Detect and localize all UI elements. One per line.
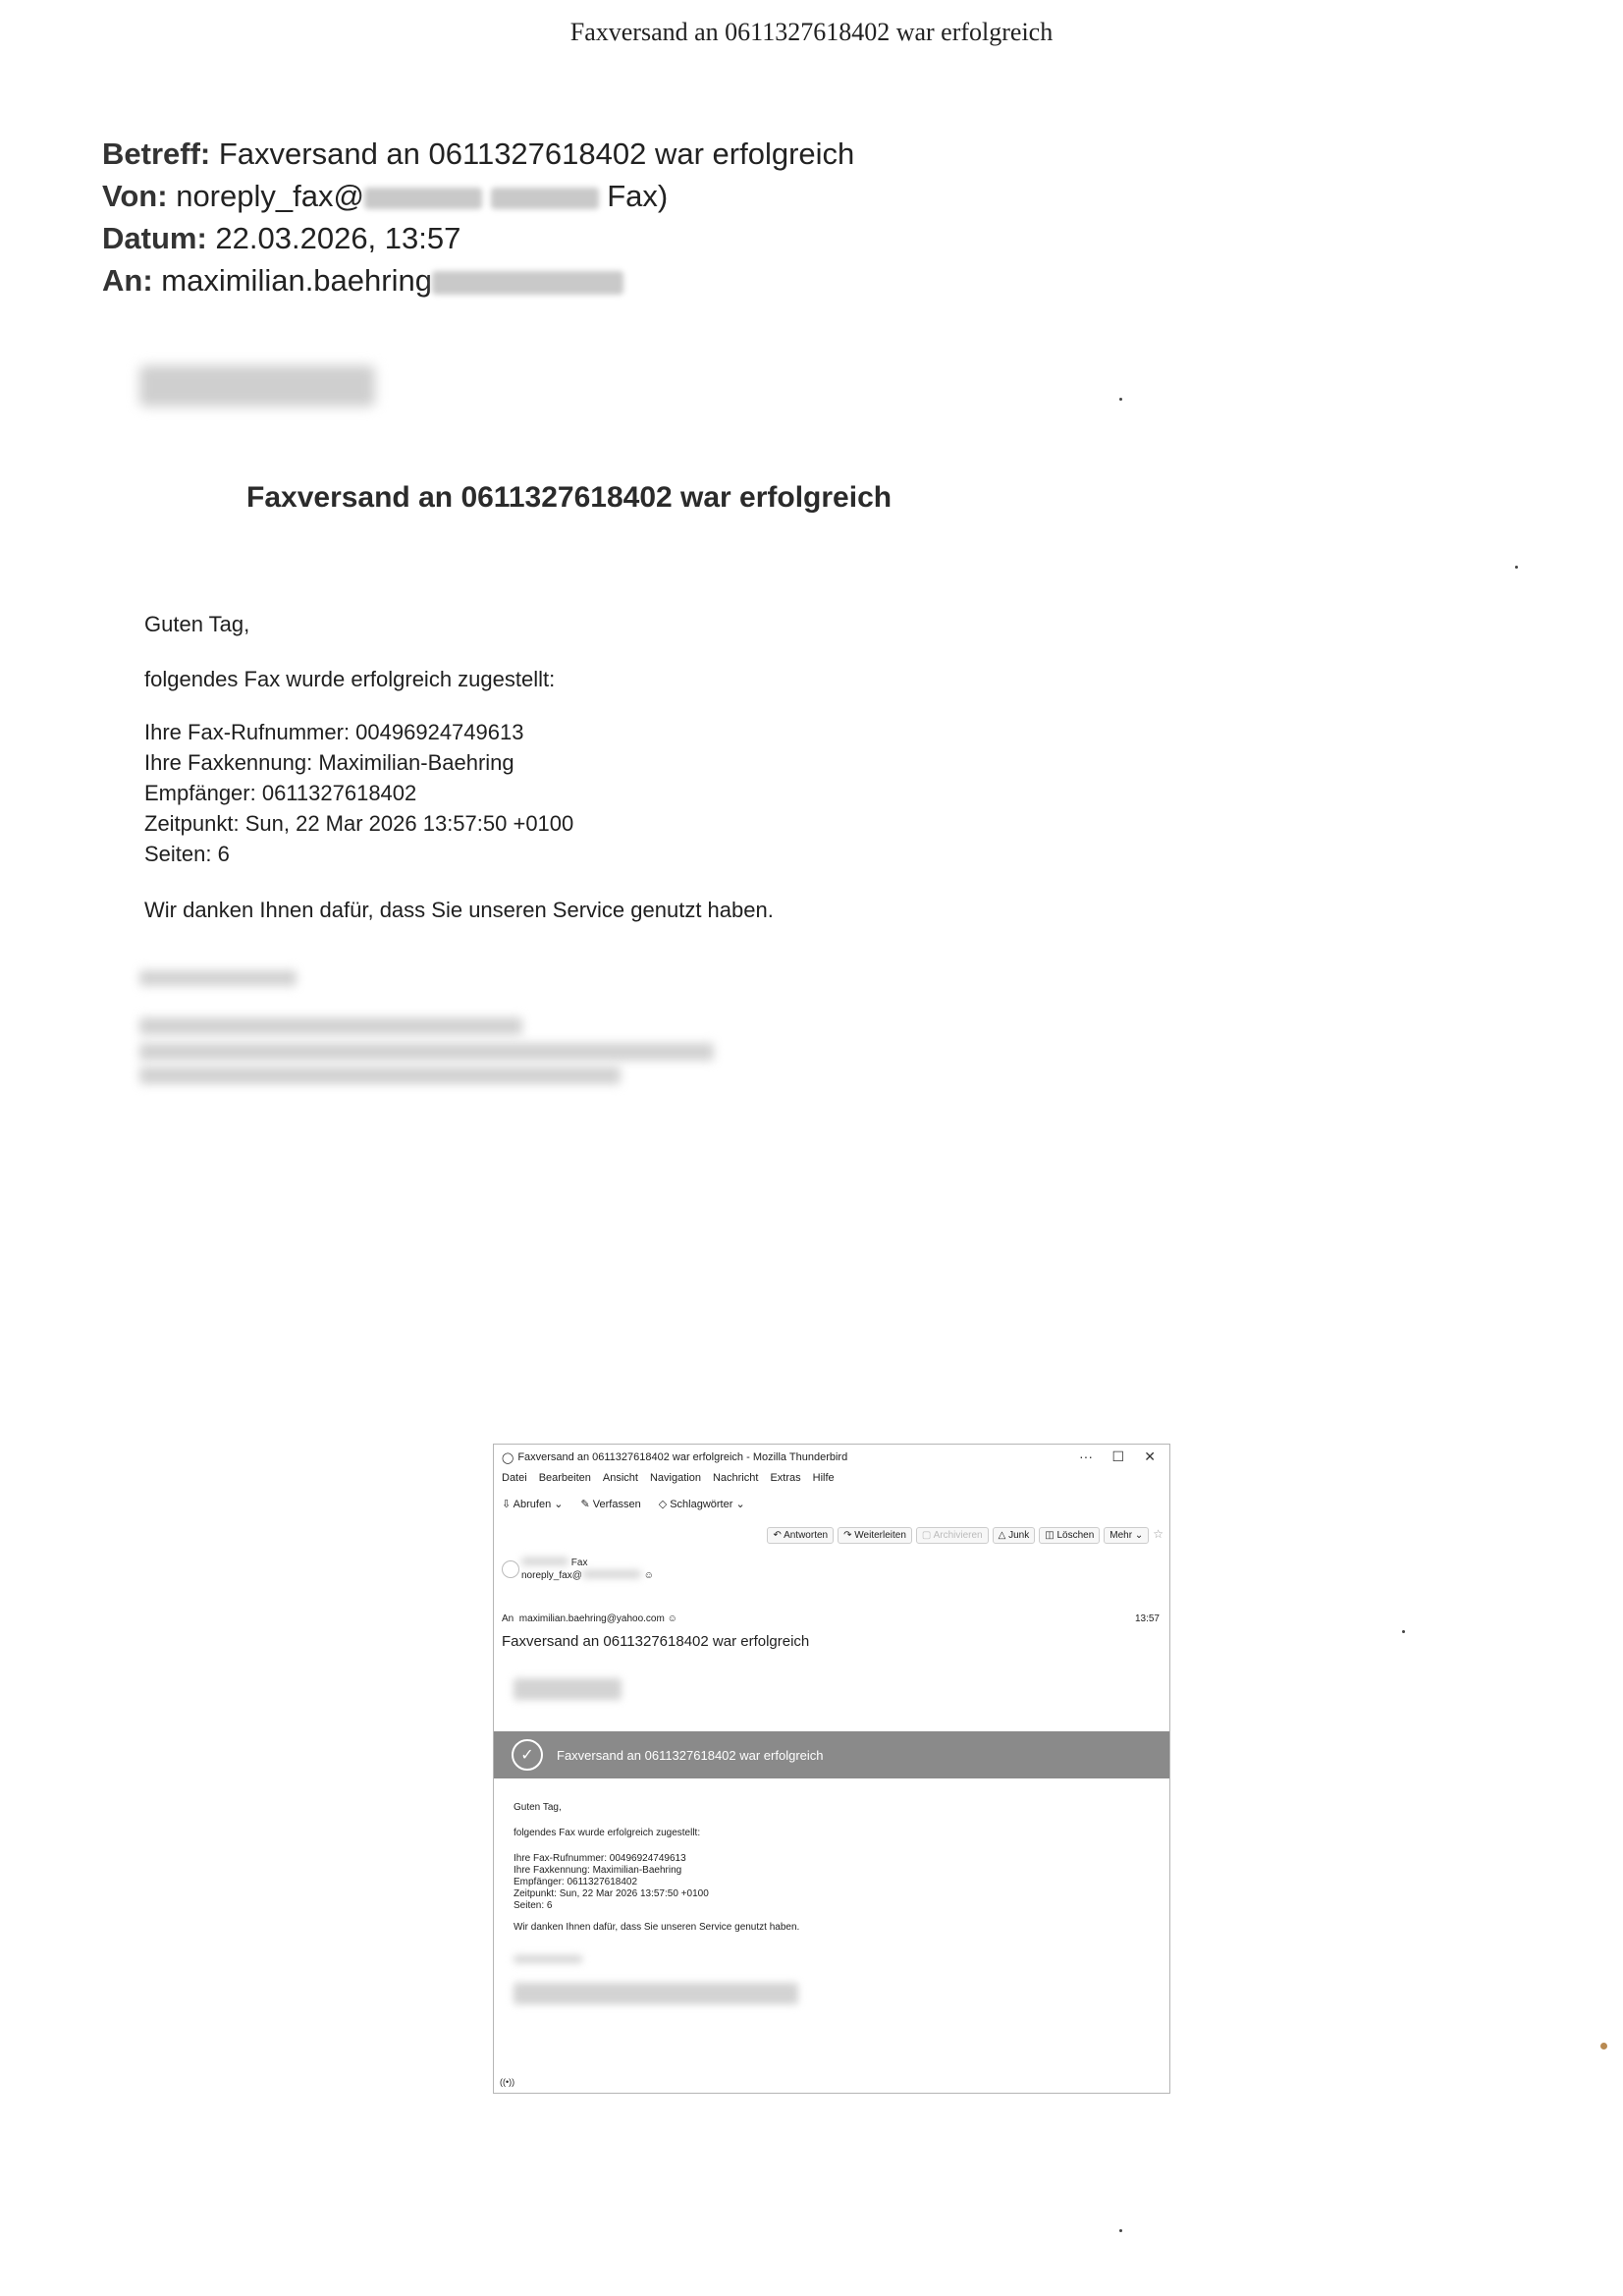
banner-text: Faxversand an 0611327618402 war erfolgreich <box>557 1747 824 1763</box>
redacted-sender-name <box>521 1558 568 1565</box>
more-button[interactable] <box>1104 1527 1149 1544</box>
an-label: An: <box>102 263 153 298</box>
verfassen-button[interactable] <box>580 1498 640 1510</box>
message-actions <box>767 1527 1163 1544</box>
reply-icon: ↶ <box>773 1530 784 1541</box>
thunderbird-icon: ◯ <box>502 1451 514 1464</box>
menu-extras[interactable]: Extras <box>770 1472 801 1484</box>
mail-heading: Faxversand an 0611327618402 war erfolgreich <box>246 481 893 514</box>
menu-datei[interactable]: Datei <box>502 1472 527 1484</box>
von-suffix: Fax) <box>607 179 669 213</box>
archive-label: Archivieren <box>933 1530 983 1541</box>
forward-label: Weiterleiten <box>854 1530 906 1541</box>
redacted-signature-line <box>139 970 297 986</box>
recipient-address[interactable]: maximilian.baehring@yahoo.com <box>518 1613 665 1624</box>
header-von <box>102 176 668 217</box>
activity-icon[interactable]: ((•)) <box>500 2077 515 2087</box>
betreff-label: Betreff: <box>102 137 211 171</box>
detail-fax-number: Ihre Fax-Rufnummer: 00496924749613 <box>144 720 524 744</box>
window-title: Faxversand an 0611327618402 war erfolgreich - Mozilla Thunderbird <box>517 1451 848 1463</box>
menu-hilfe[interactable]: Hilfe <box>812 1472 835 1484</box>
archive-icon: ▢ <box>921 1530 934 1541</box>
redacted-address <box>432 271 623 295</box>
von-label: Von: <box>102 179 168 213</box>
scan-speck <box>1119 2229 1122 2232</box>
header-betreff <box>102 134 854 175</box>
detail-time: Zeitpunkt: Sun, 22 Mar 2026 13:57:50 +0100 <box>144 811 574 836</box>
verfassen-label: Verfassen <box>592 1499 641 1510</box>
chevron-down-icon: ⌄ <box>1134 1530 1144 1541</box>
detail-recipient: Empfänger: 0611327618402 <box>144 781 417 805</box>
check-circle-icon: ✓ <box>512 1739 543 1771</box>
datum-label: Datum: <box>102 221 207 255</box>
junk-label: Junk <box>1008 1530 1030 1541</box>
download-icon: ⇩ <box>502 1499 514 1510</box>
chevron-down-icon: ⌄ <box>735 1499 745 1510</box>
mail-thanks: Wir danken Ihnen dafür, dass Sie unseren Service genutzt haben. <box>144 898 774 922</box>
redacted-signature-block <box>514 1983 798 2004</box>
sender-block <box>521 1557 654 1582</box>
delete-button[interactable] <box>1039 1527 1100 1544</box>
header-datum <box>102 218 460 259</box>
tag-icon: ◇ <box>658 1499 671 1510</box>
thunderbird-screenshot <box>493 1444 1170 2094</box>
print-title: Faxversand an 0611327618402 war erfolgreich <box>569 18 1054 46</box>
body-details <box>514 1853 709 1912</box>
redacted-logo <box>139 365 375 407</box>
recipient-row <box>502 1613 677 1624</box>
detail-time: Zeitpunkt: Sun, 22 Mar 2026 13:57:50 +0100 <box>514 1888 709 1899</box>
sender-address[interactable]: noreply_fax@ <box>521 1570 582 1581</box>
body-thanks: Wir danken Ihnen dafür, dass Sie unseren Service genutzt haben. <box>514 1922 800 1933</box>
mail-greeting: Guten Tag, <box>144 612 250 636</box>
message-subject: Faxversand an 0611327618402 war erfolgreich <box>502 1633 810 1650</box>
detail-recipient: Empfänger: 0611327618402 <box>514 1877 638 1887</box>
redacted-domain <box>364 188 482 209</box>
betreff-value: Faxversand an 0611327618402 war erfolgreich <box>218 137 855 171</box>
abrufen-label: Abrufen <box>513 1499 552 1510</box>
contact-icon[interactable]: ☺ <box>643 1570 654 1581</box>
delete-label: Löschen <box>1056 1530 1095 1541</box>
scan-speck <box>1119 398 1122 401</box>
reply-button[interactable] <box>767 1527 834 1544</box>
redacted-signature-line <box>139 1017 522 1035</box>
minimize-button[interactable]: ··· <box>1079 1449 1093 1464</box>
message-time: 13:57 <box>1134 1613 1160 1624</box>
trash-icon: ◫ <box>1045 1530 1057 1541</box>
header-an <box>102 260 623 301</box>
detail-fax-id: Ihre Faxkennung: Maximilian-Baehring <box>514 1865 682 1876</box>
close-button[interactable]: ✕ <box>1144 1449 1156 1464</box>
body-intro: folgendes Fax wurde erfolgreich zugestellt: <box>514 1828 701 1838</box>
redacted-logo <box>514 1678 622 1700</box>
success-banner <box>494 1731 1169 1778</box>
to-label: An <box>502 1613 514 1624</box>
mail-details <box>144 717 573 869</box>
redacted-name <box>491 188 599 209</box>
menu-bar <box>502 1472 835 1484</box>
flame-icon: △ <box>998 1530 1009 1541</box>
contact-icon[interactable]: ☺ <box>667 1613 677 1624</box>
datum-value: 22.03.2026, 13:57 <box>215 221 461 255</box>
pencil-icon: ✎ <box>580 1499 593 1510</box>
avatar <box>502 1560 519 1578</box>
archive-button[interactable] <box>916 1527 989 1544</box>
menu-ansicht[interactable]: Ansicht <box>602 1472 638 1484</box>
sender-name: Fax <box>570 1558 588 1568</box>
redacted-sender-domain <box>582 1570 641 1578</box>
body-greeting: Guten Tag, <box>514 1802 562 1813</box>
more-label: Mehr <box>1109 1530 1133 1541</box>
chevron-down-icon[interactable]: ⌄ <box>554 1499 564 1510</box>
detail-pages: Seiten: 6 <box>144 842 230 866</box>
scan-speck <box>1600 2043 1607 2050</box>
forward-icon: ↷ <box>843 1530 855 1541</box>
menu-navigation[interactable]: Navigation <box>649 1472 701 1484</box>
scan-speck <box>1515 566 1518 569</box>
schlagwoerter-label: Schlagwörter <box>670 1499 733 1510</box>
main-toolbar <box>502 1498 745 1510</box>
reply-label: Antworten <box>784 1530 829 1541</box>
detail-fax-id: Ihre Faxkennung: Maximilian-Baehring <box>144 750 514 775</box>
detail-pages: Seiten: 6 <box>514 1900 553 1911</box>
scan-speck <box>1402 1630 1405 1633</box>
redacted-signature-line <box>139 1043 714 1061</box>
von-prefix: noreply_fax@ <box>176 179 364 213</box>
mail-intro: folgendes Fax wurde erfolgreich zugestellt: <box>144 667 556 691</box>
redacted-signature-line <box>139 1066 621 1084</box>
menu-bearbeiten[interactable]: Bearbeiten <box>538 1472 591 1484</box>
star-icon[interactable]: ☆ <box>1153 1527 1163 1541</box>
forward-button[interactable] <box>838 1527 912 1544</box>
maximize-button[interactable]: ☐ <box>1111 1449 1124 1464</box>
menu-nachricht[interactable]: Nachricht <box>712 1472 759 1484</box>
an-value: maximilian.baehring <box>161 263 432 298</box>
detail-fax-number: Ihre Fax-Rufnummer: 00496924749613 <box>514 1853 686 1864</box>
abrufen-button[interactable] <box>502 1498 563 1510</box>
junk-button[interactable] <box>993 1527 1036 1544</box>
schlagwoerter-button[interactable] <box>659 1498 745 1510</box>
redacted-signature-line <box>514 1955 582 1963</box>
window-titlebar <box>494 1445 1169 1470</box>
